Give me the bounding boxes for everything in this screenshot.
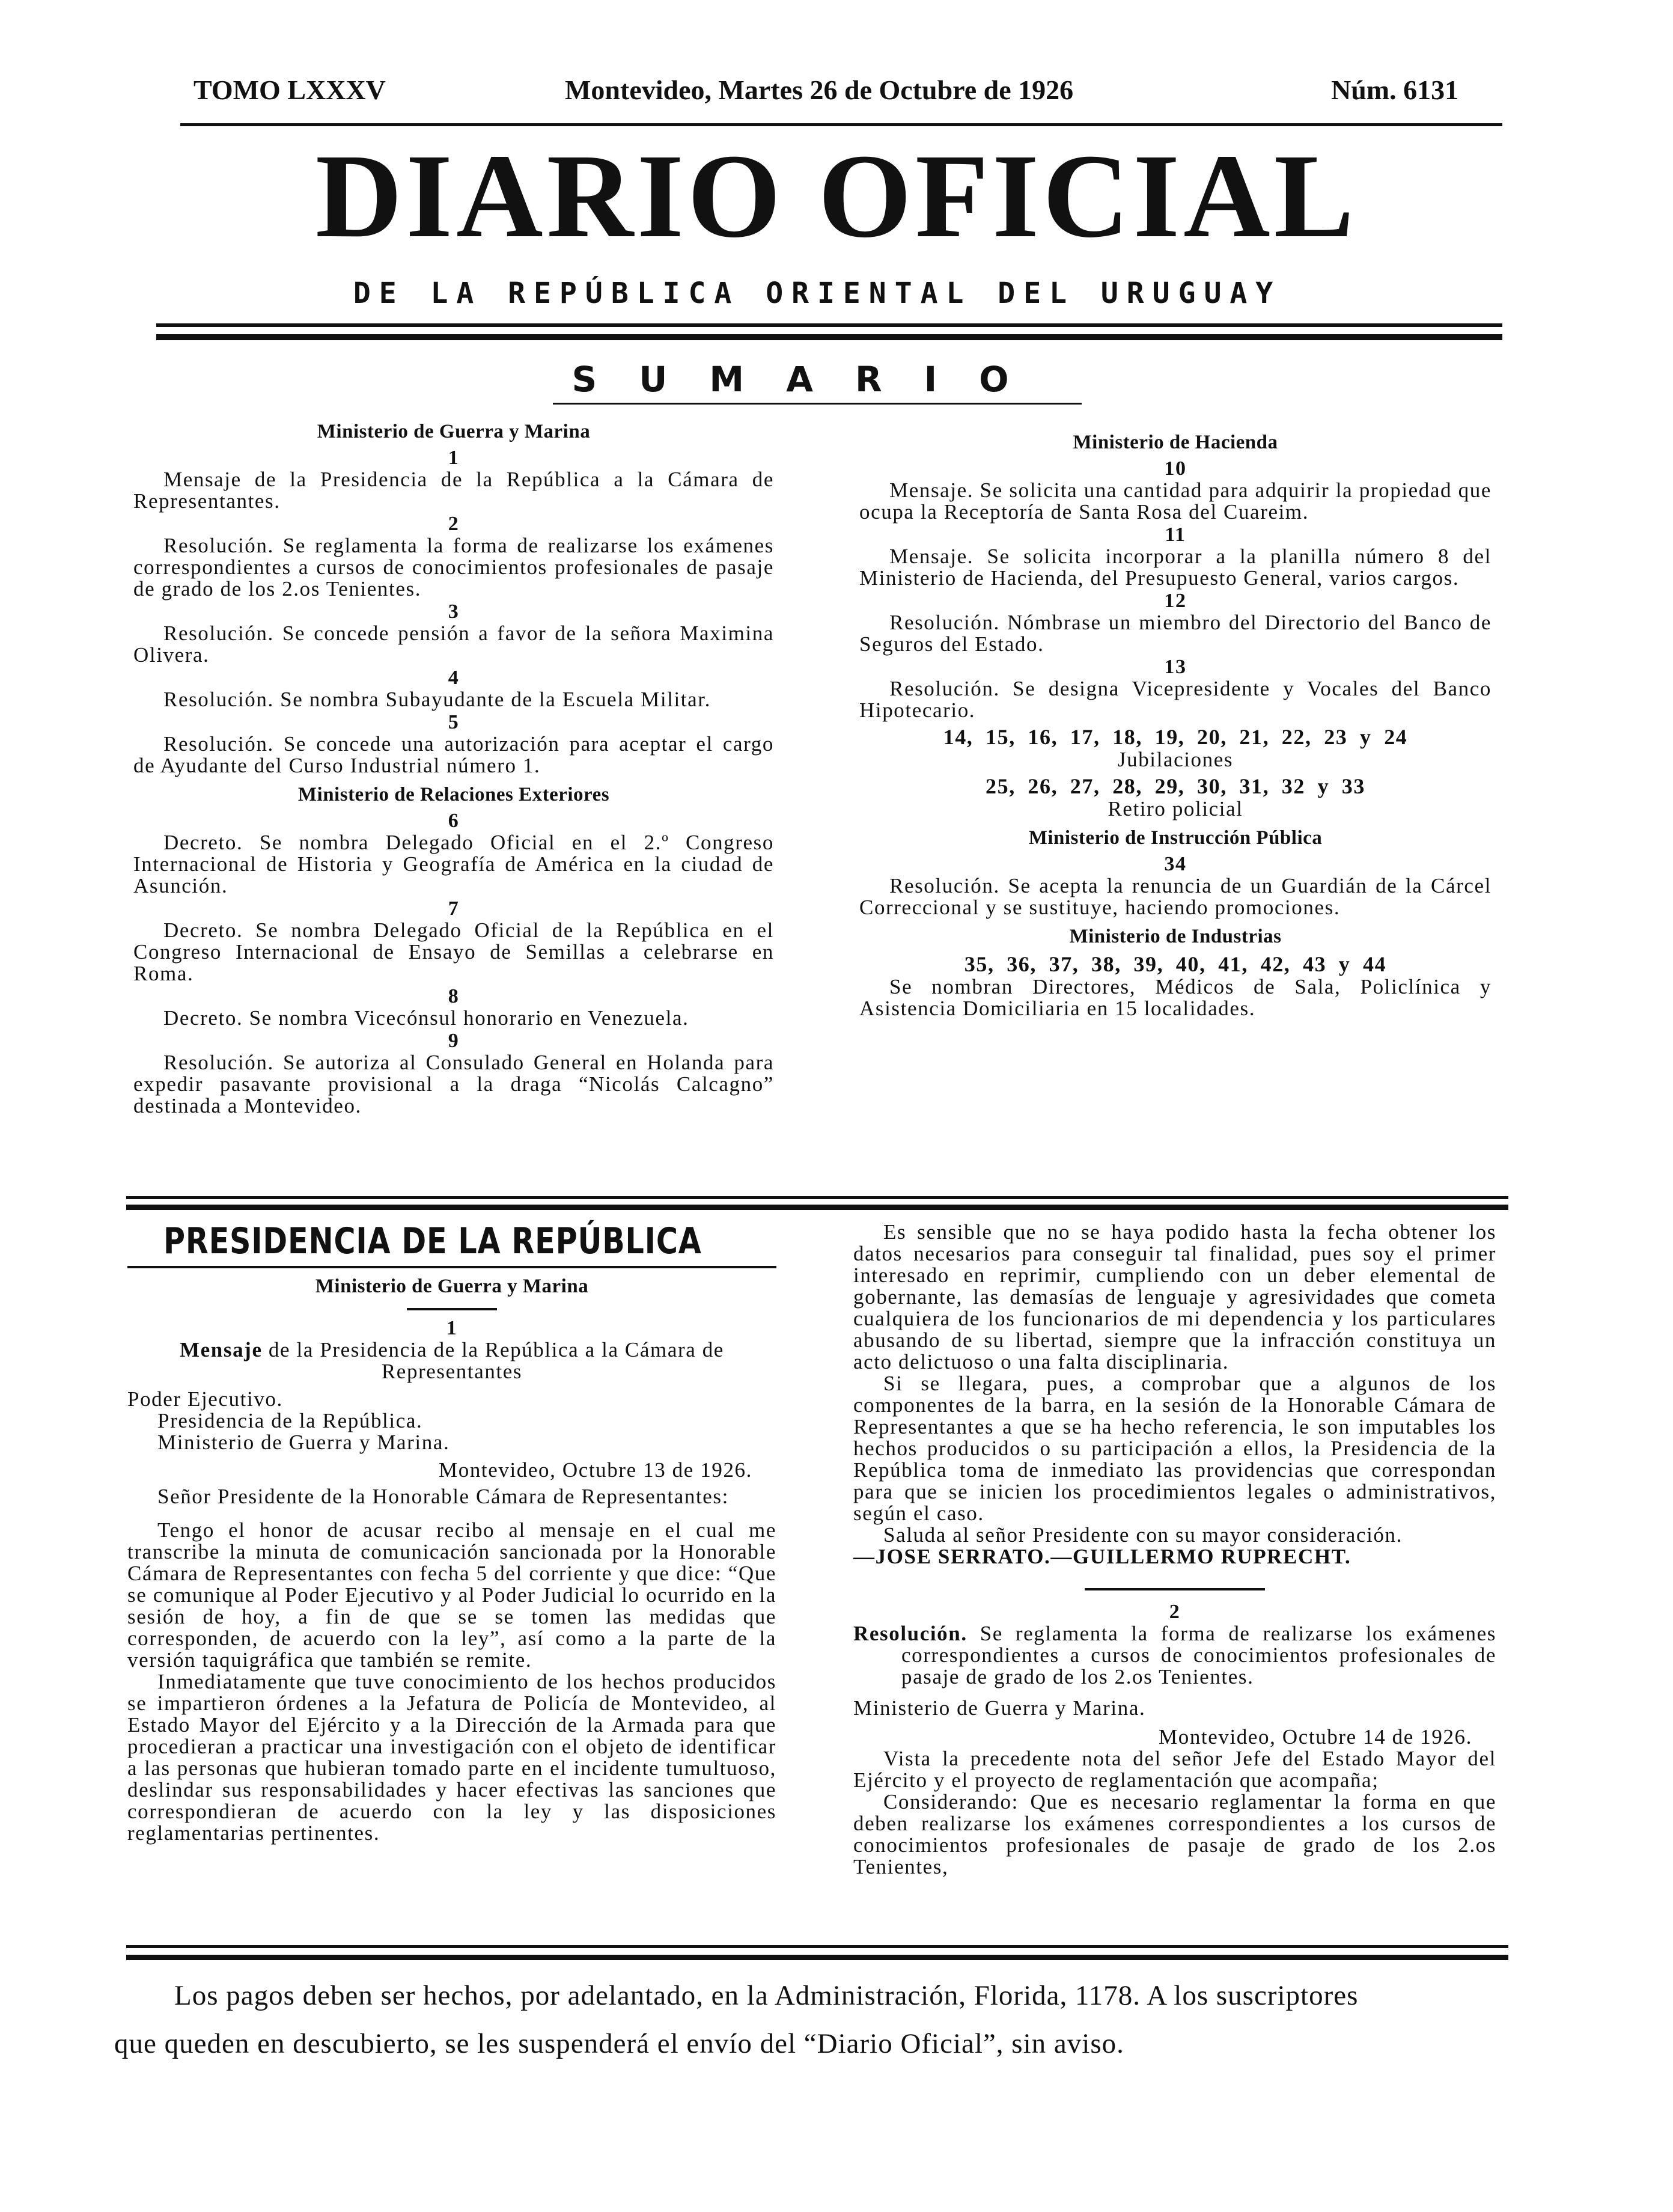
summary-right-column (859, 424, 1492, 1019)
item-number: 11 (1165, 524, 1186, 546)
ministry-heading: Ministerio de Instrucción Pública (1028, 827, 1323, 849)
resolution-date: Montevideo, Octubre 14 de 1926. (1159, 1725, 1472, 1749)
document-title-text: Se reglamenta la forma de realizarse los exámenes correspondientes a cursos de conocimientos profesionales de pasaje de grado de los 2.os Tenientes. (901, 1622, 1496, 1688)
paragraph: Saluda al señor Presidente con su mayor consideración. (883, 1523, 1403, 1547)
summary-entry: Mensaje de la Presidencia de la República a la Cámara de Representantes. (133, 468, 774, 513)
item-number: 10 (1164, 457, 1187, 480)
issue-date: Montevideo, Martes 26 de Octubre de 1926 (565, 75, 1074, 105)
masthead-title: DIARIO OFICIAL (315, 130, 1358, 263)
item-number: 4 (448, 667, 460, 689)
section-title-rule (127, 1266, 776, 1268)
section-rule-bottom (126, 1205, 1508, 1210)
section-rule-top (126, 1196, 1508, 1199)
summary-entry: Mensaje. Se solicita una cantidad para adquirir la propiedad que ocupa la Receptoría de Santa Rosa del Cuareim. (859, 478, 1492, 524)
body-right-column (853, 1221, 1496, 1878)
ministry-line: Ministerio de Guerra y Marina. (853, 1696, 1146, 1720)
summary-entry: Se nombran Directores, Médicos de Sala, Policlínica y Asistencia Domiciliaria en 15 localidades. (859, 975, 1492, 1020)
item-number: 12 (1164, 590, 1187, 612)
ministry-heading: Ministerio de Hacienda (1073, 432, 1278, 453)
ministry-heading: Ministerio de Guerra y Marina (317, 421, 591, 442)
item-numbers: 25, 26, 27, 28, 29, 30, 31, 32 y 33 (986, 774, 1365, 798)
body-left-column (127, 1220, 776, 1844)
summary-entry: Resolución. Se nombra Subayudante de la Escuela Militar. (163, 688, 711, 711)
summary-entry: Resolución. Se designa Vicepresidente y Vocales del Banco Hipotecario. (859, 677, 1492, 722)
summary-underline (553, 403, 1082, 405)
item-number: 2 (1169, 1601, 1181, 1623)
item-number: 7 (448, 897, 460, 920)
item-category: Retiro policial (1108, 797, 1243, 820)
summary-entry: Decreto. Se nombra Vicecónsul honorario en Venezuela. (163, 1006, 689, 1030)
divider (1085, 1588, 1265, 1590)
item-category: Jubilaciones (1117, 748, 1234, 771)
document-title (853, 1623, 1496, 1688)
header-rule (180, 123, 1502, 126)
divider (407, 1308, 497, 1310)
summary-left-column (133, 414, 774, 1117)
ministry-heading: Ministerio de Relaciones Exteriores (297, 784, 610, 805)
letter-line: Poder Ejecutivo. (127, 1387, 283, 1411)
item-number: 1 (448, 447, 460, 469)
masthead-rule-top (156, 323, 1502, 327)
item-number: 9 (448, 1030, 460, 1052)
item-number: 1 (446, 1317, 458, 1339)
letter-continuation (853, 1221, 1496, 1546)
summary-entry: Resolución. Se concede pensión a favor de la señora Maximina Olivera. (133, 622, 774, 667)
summary-entry: Resolución. Se autoriza al Consulado General en Holanda para expedir pasavante provisional a la draga “Nicolás Calcagno” destinada a Montevideo. (133, 1051, 774, 1117)
masthead-subtitle: DE LA REPÚBLICA ORIENTAL DEL URUGUAY (353, 276, 1282, 310)
item-numbers: 14, 15, 16, 17, 18, 19, 20, 21, 22, 23 y 24 (943, 725, 1408, 749)
item-number: 6 (448, 810, 460, 832)
paragraph: Si se llegara, pues, a comprobar que a algunos de los componentes de la barra, en la sesión de la Honorable Cámara de Representantes a que se ha hecho referencia, le son imputables los hechos producidos o su participación a ellos, la Presidencia de la República toma de inmediato las providencias que correspondan para que se inicien los procedimientos legales o administrativos, según el caso. (853, 1372, 1496, 1525)
item-number: 8 (448, 985, 460, 1007)
footer-line-1: Los pagos deben ser hechos, por adelantado, en la Administración, Florida, 1178. A los suscriptores (174, 1980, 1359, 2011)
letter-line: Presidencia de la República. (157, 1409, 423, 1432)
summary-entry: Resolución. Se concede una autorización para aceptar el cargo de Ayudante del Curso Industrial número 1. (133, 732, 774, 777)
item-number: 3 (448, 600, 460, 623)
letter-line: Montevideo, Octubre 13 de 1926. (439, 1458, 752, 1482)
letter-line: Ministerio de Guerra y Marina. (157, 1431, 450, 1454)
paragraph: Considerando: Que es necesario reglamentar la forma en que deben realizarse los exámenes correspondientes a los cursos de conocimientos profesionales de pasaje de grado de los 2.os Tenientes, (853, 1790, 1496, 1878)
signature: —JOSE SERRATO.—GUILLERMO RUPRECHT. (853, 1545, 1352, 1568)
ministry-heading: Ministerio de Guerra y Marina (315, 1276, 589, 1297)
summary-entry: Resolución. Nómbrase un miembro del Directorio del Banco de Seguros del Estado. (859, 611, 1492, 656)
document-type: Mensaje (180, 1338, 263, 1361)
document-type: Resolución. (853, 1622, 968, 1645)
letter-line: Tengo el honor de acusar recibo al mensaje en el cual me transcribe la minuta de comunicación sancionada por la Honorable Cámara de Representantes con fecha 5 del corriente y que dice: “Que se comunique al Poder Ejecutivo y al Poder Judicial lo ocurrido en la sesión de hoy, a fin de que se se tomen las medidas que corresponden, de acuerdo con la ley”, así como a la parte de la versión taquigráfica que también se remite. (127, 1518, 776, 1672)
item-number: 34 (1164, 853, 1187, 875)
document-title (127, 1339, 776, 1382)
letter-line: Señor Presidente de la Honorable Cámara de Representantes: (157, 1485, 729, 1508)
footer-rule-bottom (126, 1955, 1508, 1960)
summary-entry: Decreto. Se nombra Delegado Oficial de la República en el Congreso Internacional de Ensayo de Semillas a celebrarse en Roma. (133, 918, 774, 985)
masthead-rule-bottom (156, 334, 1502, 340)
volume-label: TOMO LXXXV (194, 75, 386, 105)
ministry-heading: Ministerio de Industrias (1069, 926, 1282, 947)
summary-entry: Mensaje. Se solicita incorporar a la planilla número 8 del Ministerio de Hacienda, del Presupuesto General, varios cargos. (859, 545, 1492, 590)
footer-notice (114, 1972, 1502, 2068)
summary-entry: Resolución. Se reglamenta la forma de realizarse los exámenes correspondientes a cursos de conocimientos profesionales de pasaje de grado de los 2.os Tenientes. (133, 534, 774, 600)
paragraph: Vista la precedente nota del señor Jefe del Estado Mayor del Ejército y el proyecto de reglamentación que acompaña; (853, 1747, 1496, 1792)
section-title: PRESIDENCIA DE LA REPÚBLICA (163, 1220, 702, 1262)
summary-heading: SUMARIO (571, 359, 1051, 400)
resolution-body (853, 1748, 1496, 1878)
footer-rule-top (126, 1945, 1508, 1948)
paragraph: Es sensible que no se haya podido hasta la fecha obtener los datos necesarios para conseguir tal finalidad, pues soy el primer interesado en reprimir, cumpliendo con un deber elemental de gobernante, las demasías de lenguaje y agresividades que cometa cualquiera de los funcionarios de mi dependencia y los particulares abusando de su libertad, siempre que la infracción constituya un acto delictuoso o una falta disciplinaria. (853, 1220, 1496, 1373)
item-number: 5 (448, 711, 460, 733)
letter-line: Inmediatamente que tuve conocimiento de los hechos producidos se impartieron órdenes a la Jefatura de Policía de Montevideo, al Estado Mayor del Ejército y a la Dirección de la Armada para que procedieran a practicar una investigación con el objeto de identificar a las personas que hubieran tomado parte en el incidente tumultuoso, deslindar sus responsabilidades y hacer efectivas las sanciones que correspondieran de acuerdo con la ley y las disposiciones reglamentarias pertinentes. (127, 1670, 776, 1845)
summary-entry: Decreto. Se nombra Delegado Oficial en el 2.º Congreso Internacional de Historia y Geografía de América en la ciudad de Asunción. (133, 831, 774, 897)
summary-entry: Resolución. Se acepta la renuncia de un Guardián de la Cárcel Correccional y se sustituye, haciendo promociones. (859, 874, 1492, 919)
item-number: 13 (1164, 656, 1187, 678)
footer-line-2: que queden en descubierto, se les suspenderá el envío del “Diario Oficial”, sin aviso. (114, 2028, 1124, 2059)
letter-body (127, 1389, 776, 1844)
document-title-text: de la Presidencia de la República a la Cámara de Representantes (262, 1338, 724, 1383)
item-number: 2 (448, 513, 460, 535)
item-numbers: 35, 36, 37, 38, 39, 40, 41, 42, 43 y 44 (964, 952, 1387, 976)
issue-number: Núm. 6131 (1331, 75, 1459, 105)
